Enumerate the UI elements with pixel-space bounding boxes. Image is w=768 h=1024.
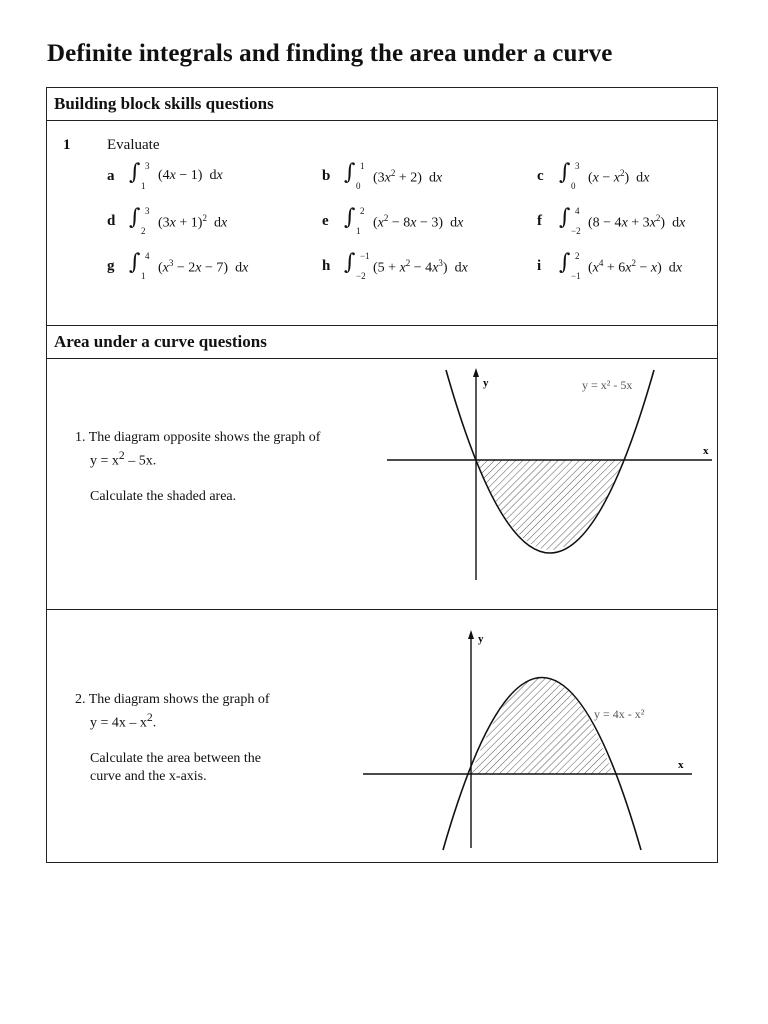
- shaded-region: [471, 677, 613, 774]
- integral-label: b: [322, 168, 331, 184]
- section-title-area-under-curve: Area under a curve questions: [54, 332, 267, 351]
- integral-upper-limit: 2: [360, 206, 365, 216]
- question-2-line: 2. The diagram shows the graph of: [75, 692, 270, 707]
- integral-lower-limit: 0: [356, 181, 361, 191]
- integral-lower-limit: −2: [356, 271, 366, 281]
- integral-upper-limit: 4: [575, 206, 580, 216]
- integral-sign-icon: ∫: [559, 250, 571, 275]
- integral-expression: $(3x + 1)^2$ dx: [158, 213, 228, 231]
- y-axis-arrow-icon: [468, 630, 474, 639]
- integral-expression: $(x^2 - 8x - 3)$ dx: [373, 213, 464, 231]
- section-title-building-blocks: Building block skills questions: [54, 94, 274, 113]
- integral-sign-icon: ∫: [344, 250, 356, 275]
- integral-lower-limit: 2: [141, 226, 146, 236]
- integral-label: a: [107, 168, 115, 184]
- integral-lower-limit: 1: [356, 226, 361, 236]
- integral-expression: $(x - x^2)$ dx: [588, 168, 650, 186]
- integral-upper-limit: −1: [360, 251, 370, 261]
- y-axis-label: y: [478, 633, 484, 645]
- curve-label: y = 4x - x²: [594, 707, 645, 721]
- integral-label: h: [322, 258, 331, 274]
- integral-sign-icon: ∫: [129, 160, 141, 185]
- integral-upper-limit: 4: [145, 251, 150, 261]
- integral-expression: $(x^3 - 2x - 7)$ dx: [158, 258, 249, 276]
- curve-label: y = x² - 5x: [582, 378, 633, 392]
- integral-lower-limit: 0: [571, 181, 576, 191]
- integral-label: g: [107, 258, 115, 274]
- integral-sign-icon: ∫: [129, 205, 141, 230]
- integral-expression: (4x − 1) dx: [158, 168, 223, 183]
- integral-upper-limit: 1: [360, 161, 365, 171]
- integral-sign-icon: ∫: [344, 205, 356, 230]
- question-2-equation: $y = 4x - x^2$.: [90, 711, 157, 731]
- y-axis-label: y: [483, 377, 489, 389]
- integral-label: i: [537, 258, 542, 274]
- integral-expression: $(3x^2 + 2)$ dx: [373, 168, 443, 186]
- integral-lower-limit: −2: [571, 226, 581, 236]
- question-1-equation: $y = x^2 - 5x$.: [90, 449, 157, 469]
- integral-lower-limit: 1: [141, 271, 146, 281]
- x-axis-label: x: [678, 759, 684, 771]
- integral-sign-icon: ∫: [559, 160, 571, 185]
- integral-expression: $(x^4 + 6x^2 - x)$ dx: [588, 258, 683, 276]
- integral-expression: $(5 + x^2 - 4x^3)$ dx: [373, 258, 468, 276]
- integral-lower-limit: 1: [141, 181, 146, 191]
- integral-sign-icon: ∫: [559, 205, 571, 230]
- integral-sign-icon: ∫: [129, 250, 141, 275]
- integral-label: c: [537, 168, 544, 184]
- question-1-task: Calculate the shaded area.: [90, 488, 237, 504]
- question-number: 1: [63, 137, 71, 153]
- instruction-text: Evaluate: [107, 137, 160, 153]
- question-2-task-cont: curve and the x-axis.: [90, 768, 207, 784]
- integral-upper-limit: 3: [575, 161, 580, 171]
- integral-label: e: [322, 213, 329, 229]
- integral-label: d: [107, 213, 116, 229]
- question-1-line: 1. The diagram opposite shows the graph of: [75, 430, 321, 445]
- page-title: Definite integrals and finding the area under a curve: [47, 40, 613, 67]
- question-2-task: Calculate the area between the: [90, 750, 262, 766]
- integral-upper-limit: 3: [145, 206, 150, 216]
- integral-lower-limit: −1: [571, 271, 581, 281]
- integral-expression: $(8 - 4x + 3x^2)$ dx: [588, 213, 686, 231]
- x-axis-label: x: [703, 445, 709, 457]
- integral-label: f: [537, 213, 542, 229]
- integral-sign-icon: ∫: [344, 160, 356, 185]
- integral-upper-limit: 3: [145, 161, 150, 171]
- integral-upper-limit: 2: [575, 251, 580, 261]
